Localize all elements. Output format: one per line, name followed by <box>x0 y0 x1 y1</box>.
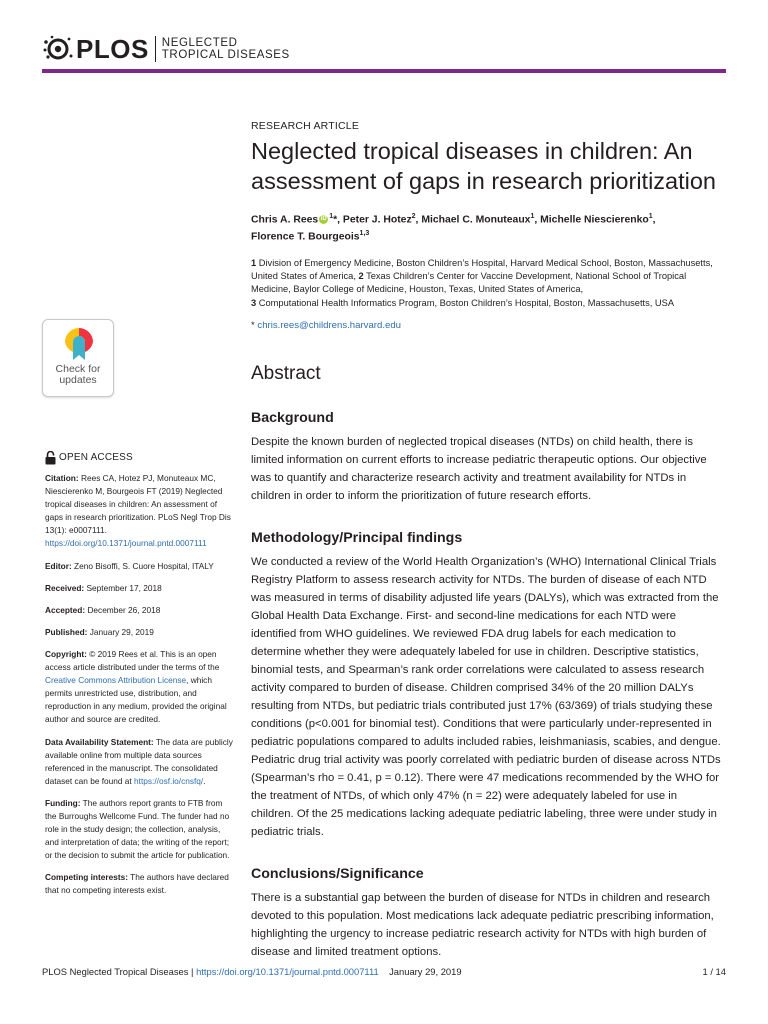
citation-text: Rees CA, Hotez PJ, Monuteaux MC, Niescierenko M, Bourgeois FT (2019) Neglected tropical diseases in children: An assessment of gaps in research prioritization. PLoS Negl Trop Dis 13(1): e0007111. <box>45 473 231 536</box>
plos-logo[interactable] <box>42 34 290 64</box>
data-availability-end: . <box>203 775 206 786</box>
copyright-label: Copyright: <box>45 648 87 659</box>
author-affil-sup: 1 <box>530 213 535 220</box>
affiliation-number: 3 <box>251 297 257 308</box>
affiliation-text: Division of Emergency Medicine, Boston Children’s Hospital, Harvard Medical School, Boston, Massachusetts, United States of America, <box>251 257 713 282</box>
footer-doi-link[interactable]: https://doi.org/10.1371/journal.pntd.0007111 <box>196 966 379 977</box>
page-number: 1 / 14 <box>702 966 726 977</box>
competing-interests-block <box>45 871 235 897</box>
affiliation-text: Computational Health Informatics Program, Boston Children’s Hospital, Boston, Massachusetts, USA <box>258 297 675 308</box>
abstract-heading: Abstract <box>251 362 321 384</box>
check-for-updates-line2: updates <box>59 374 97 386</box>
author-name[interactable]: Chris A. Rees <box>251 214 319 226</box>
check-for-updates-badge[interactable] <box>42 319 114 397</box>
editor-text: Zeno Bisoffi, S. Cuore Hospital, ITALY <box>74 560 214 571</box>
article-title: Neglected tropical diseases in children: An assessment of gaps in research prioritization <box>251 138 716 194</box>
affiliation-number: 1 <box>251 257 257 268</box>
author-name[interactable]: Michelle Niescierenko <box>540 214 649 226</box>
citation-label: Citation: <box>45 473 79 483</box>
citation-doi-link[interactable]: https://doi.org/10.1371/journal.pntd.0007111 <box>45 538 207 549</box>
received-block <box>45 582 235 595</box>
check-for-updates-line1: Check for <box>55 363 101 375</box>
author-name[interactable]: Peter J. Hotez <box>342 214 412 226</box>
affiliations <box>251 257 721 310</box>
journal-header <box>42 30 726 75</box>
crossmark-icon <box>63 326 95 362</box>
journal-name-line1: NEGLECTED <box>161 37 238 49</box>
section-text-conclusions: There is a substantial gap between the burden of disease for NTDs in children and research devoted to this population. Most medications lack adequate pediatric prescribing information, highlighting the urgency to increase pediatric research activity for NTDs with high burden of disease and limited treatment options. <box>251 891 714 958</box>
article-info-sidebar <box>45 451 235 907</box>
section-heading-conclusions: Conclusions/Significance <box>251 865 424 882</box>
open-lock-icon <box>45 451 56 465</box>
data-availability-text: The data are publicly available online from multiple data sources referenced in the manuscript. The consolidated dataset can be found at <box>45 736 233 786</box>
article-type: RESEARCH ARTICLE <box>251 120 360 132</box>
plos-logo-icon <box>42 34 74 64</box>
received-label: Received: <box>45 582 85 593</box>
author-name[interactable]: Florence T. Bourgeois <box>251 231 360 243</box>
author-affil-sup: 1,3 <box>359 230 370 238</box>
author-affil-sup: 1 <box>329 213 334 220</box>
section-text-background: Despite the known burden of neglected tropical diseases (NTDs) on child health, there is limited information on current efforts to increase pediatric therapeutic options. Our objective was to quantify and characterize research activity and treatment availability for NTDs in children in order to inform the prioritization of future research efforts. <box>251 435 707 502</box>
received-date: September 17, 2018 <box>86 582 162 593</box>
logo-divider <box>155 36 156 62</box>
editor-block <box>45 560 235 573</box>
author-affil-sup: 1 <box>648 213 653 220</box>
article-main <box>251 120 721 961</box>
editor-label: Editor: <box>45 560 72 571</box>
author-affil-sup: 2 <box>411 213 416 220</box>
published-block <box>45 626 235 639</box>
data-availability-block <box>45 736 235 788</box>
journal-name-line2: TROPICAL DISEASES <box>161 49 290 61</box>
copyright-text-end: , which permits unrestricted use, distribution, and reproduction in any medium, provided the original author and source are credited. <box>45 675 227 725</box>
footer-journal: PLOS Neglected Tropical Diseases | <box>42 966 194 977</box>
funding-text: The authors report grants to FTB from the Burroughs Wellcome Fund. The funder had no role in the study design; the collection, analysis, and interpretation of data; the writing of the report; or the decision to submit the article for publication. <box>45 797 230 861</box>
affiliation-number: 2 <box>358 271 364 282</box>
author-name[interactable]: Michael C. Monuteaux <box>421 214 531 226</box>
email-star: * <box>251 319 255 331</box>
accepted-date: December 26, 2018 <box>87 604 161 615</box>
corresponding-email <box>251 320 721 331</box>
logo-wordmark: PLOS <box>76 34 149 64</box>
journal-name <box>162 37 290 61</box>
citation-block <box>45 472 235 551</box>
open-access-badge <box>45 451 235 465</box>
dataset-link[interactable]: https://osf.io/cnsfq/ <box>134 775 204 786</box>
copyright-block <box>45 648 235 727</box>
header-rule <box>42 69 726 73</box>
accepted-label: Accepted: <box>45 604 86 615</box>
accepted-block <box>45 604 235 617</box>
open-access-label: OPEN ACCESS <box>59 452 133 464</box>
data-availability-label: Data Availability Statement: <box>45 736 154 747</box>
section-text-methodology: We conducted a review of the World Health Organization’s (WHO) International Clinical Trials Registry Platform to assess research activity for NTDs. The burden of disease of each NTD was measured in terms of disability adjusted life years (DALYs), which was extracted from the Global Health Data Exchange. First- and second-line medications for each NTD were identified from WHO guidelines. We reviewed FDA drug labels for each medication to determine whether they were adequately labeled for use in children. Descriptive statistics, binomial tests, and Spearman’s rank order correlations were calculated to assess research activity compared to burden of disease. Children comprised 34% of the 20 million DALYs resulting from NTDs, but pediatric trials contributed just 17% (63/369) of trials studying these conditions (p<0.001 for binomial test). Conditions that were particularly under-represented in pediatric populations compared to adults included rabies, leishmaniasis, scabies, and dengue. Pediatric drug trial activity was poorly correlated with pediatric burden of disease across NTDs (Spearman’s rho = 0.41, p = 0.12). There were 47 medications recommended by the WHO for the treatment of NTDs, of which only 47% (n = 22) were adequately labeled for use in children. Of the 25 medications lacking adequate pediatric labeling, three were under study in pediatric trials. <box>251 555 721 838</box>
page-footer <box>42 966 726 977</box>
published-date: January 29, 2019 <box>89 626 154 637</box>
author-list: Chris A. Rees iD $^1$*, Peter J. Hotez$^2$, Michael C. Monuteaux$^1$, Michelle Niescierenko$^1$, Florence T. Bourgeois$^{1,3}$ <box>251 213 656 243</box>
competing-interests-label: Competing interests: <box>45 872 128 883</box>
check-for-updates-label <box>43 364 113 386</box>
license-link[interactable]: Creative Commons Attribution License <box>45 675 187 686</box>
section-heading-methodology: Methodology/Principal findings <box>251 529 463 546</box>
orcid-icon[interactable]: iD <box>320 216 327 223</box>
funding-label: Funding: <box>45 797 81 808</box>
published-label: Published: <box>45 626 88 637</box>
copyright-text: © 2019 Rees et al. This is an open access article distributed under the terms of the <box>45 648 220 673</box>
footer-date: January 29, 2019 <box>389 966 462 977</box>
section-heading-background: Background <box>251 409 334 426</box>
affiliation-text: Texas Children’s Center for Vaccine Development, National School of Tropical Medicine, Baylor College of Medicine, Houston, Texas, United States of America, <box>251 271 687 295</box>
funding-block <box>45 797 235 862</box>
competing-interests-text: The authors have declared that no competing interests exist. <box>45 872 229 896</box>
email-link[interactable]: chris.rees@childrens.harvard.edu <box>257 319 401 331</box>
